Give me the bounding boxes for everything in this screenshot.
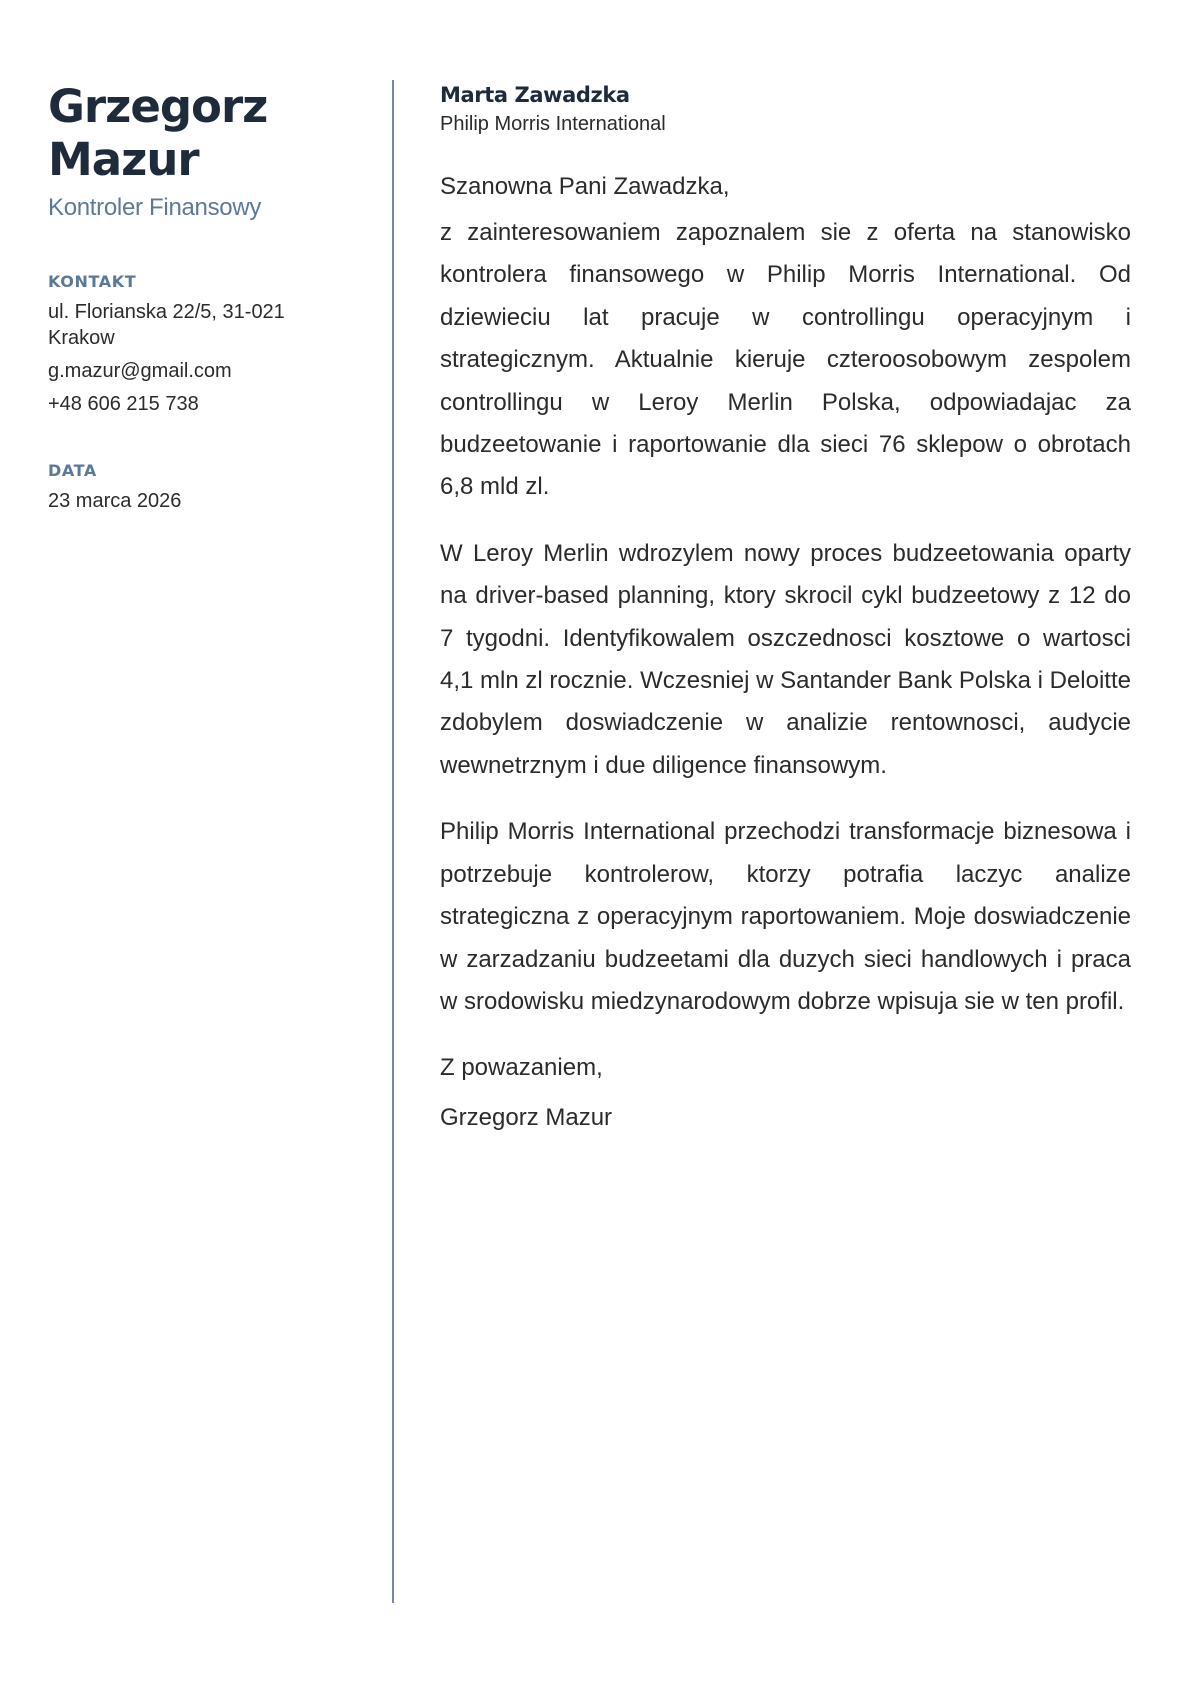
closing: Z powazaniem, — [440, 1054, 603, 1082]
recipient-name: Marta Zawadzka — [440, 83, 630, 107]
letter-body — [440, 80, 1131, 1139]
paragraph-3: Philip Morris International przechodzi transformacje biznesowa i potrzebuje kontrolerow, ktorzy potrafia laczyc analize strategiczna z operacyjnym raportowaniem. Moje doswiadczenie w zarzadzaniu budzeetami dla duzych sieci handlowych i praca w srodowisku miedzynarodowym dobrze wpisuja sie w ten profil. — [440, 818, 1131, 1015]
paragraph-1: z zainteresowaniem zapoznalem sie z oferta na stanowisko kontrolera finansowego w Philip Morris International. Od dziewieciu lat pracuje w controllingu operacyjnym i strategicznym. Aktualnie kieruje czteroosobowym zespolem controllingu w Leroy Merlin Polska, odpowiadajac za budzeetowanie i raportowanie dla sieci 76 sklepow o obrotach 6,8 mld zl. — [440, 219, 1131, 501]
date-section — [48, 461, 368, 514]
contact-phone: +48 606 215 738 — [48, 393, 199, 415]
sender-last-name: Mazur — [48, 133, 199, 186]
salutation: Szanowna Pani Zawadzka, — [440, 173, 730, 200]
sender-name — [48, 80, 368, 186]
contact-label: KONTAKT — [48, 272, 137, 291]
sender-first-name: Grzegorz — [48, 80, 268, 133]
sidebar — [48, 80, 368, 514]
signature: Grzegorz Mazur — [440, 1104, 613, 1132]
vertical-divider — [392, 80, 394, 1603]
date-label: DATA — [48, 461, 97, 480]
recipient-company: Philip Morris International — [440, 113, 666, 135]
contact-address: ul. Florianska 22/5, 31-021 Krakow — [48, 301, 285, 349]
contact-email: g.mazur@gmail.com — [48, 360, 232, 382]
contact-section — [48, 272, 368, 417]
date-value: 23 marca 2026 — [48, 490, 182, 512]
sender-role: Kontroler Finansowy — [48, 194, 262, 221]
paragraph-2: W Leroy Merlin wdrozylem nowy proces budzeetowania oparty na driver-based planning, ktory skrocil cykl budzeetowy z 12 do 7 tygodni. Identyfikowalem oszczednosci kosztowe o wartosci 4,1 mln zl rocznie. Wczesniej w Santander Bank Polska i Deloitte zdobylem doswiadczenie w analizie rentownosci, audycie wewnetrznym i due diligence finansowym. — [440, 539, 1131, 779]
